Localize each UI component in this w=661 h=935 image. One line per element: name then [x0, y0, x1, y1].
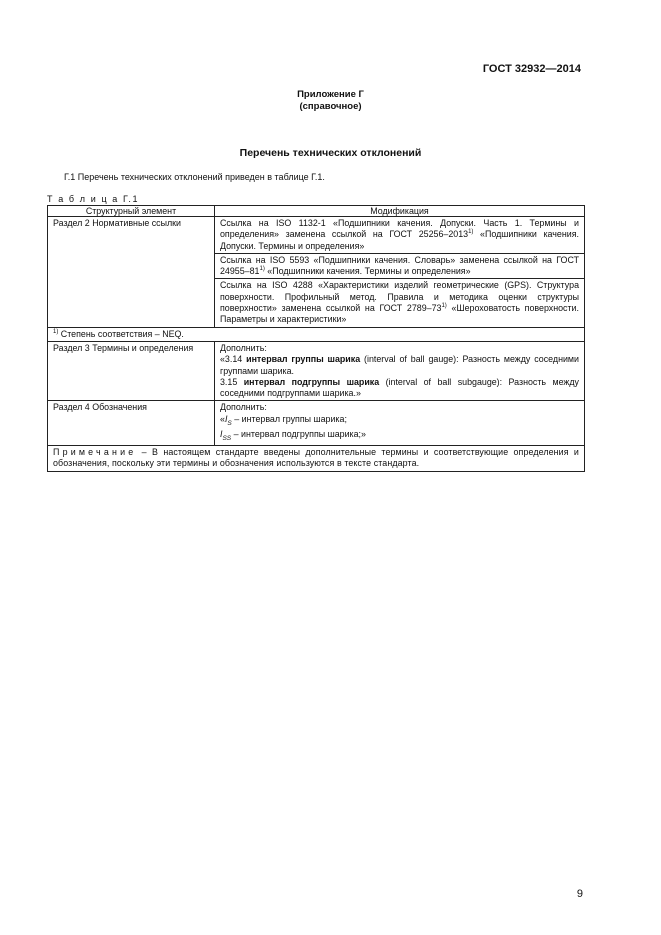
modification-cell	[215, 401, 585, 445]
term-3-14: «3.14 интервал группы шарика (interval of ball gauge): Разность между соседними группами шарика.	[220, 354, 579, 376]
modification-lead: Дополнить:	[220, 342, 267, 353]
table-row	[48, 401, 585, 445]
modification-text: «Шероховатость поверхности. Параметры и характеристики»	[220, 303, 579, 325]
table-note	[48, 445, 585, 471]
page-number: 9	[576, 888, 583, 900]
modification-cell	[215, 279, 585, 327]
modification-text: Ссылка на ISO 5593 «Подшипники качения. Словарь» заменена ссылкой на ГОСТ 24955–81	[220, 254, 579, 277]
table-row	[48, 217, 585, 254]
modification-cell	[215, 217, 585, 254]
modification-text: Ссылка на ISO 1132-1 «Подшипники качения. Допуски. Часть 1. Термины и определения» заменена ссылкой на ГОСТ 25256–2013	[220, 218, 579, 240]
modification-lead: Дополнить:	[220, 402, 267, 413]
note-label: Примечание	[53, 446, 137, 457]
footnote-marker: 1)	[259, 266, 265, 273]
modification-text: Ссылка на ISO 4288 «Характеристики изделий геометрические (GPS). Структура поверхности. Профильный метод. Правила и методика оценки структуры поверхности» заменена ссылкой на ГОСТ 2789–73	[220, 280, 579, 314]
modification-cell	[215, 253, 585, 279]
table-footnote-row	[48, 327, 585, 341]
symbol-is: «$I_S$ – интервал группы шарика;	[220, 413, 347, 427]
col-header-element: Структурный элемент	[48, 206, 215, 217]
modification-cell	[215, 341, 585, 400]
modification-text: «Подшипники качения. Допуски. Термины и определения»	[220, 229, 579, 251]
standard-number: ГОСТ 32932—2014	[482, 63, 581, 75]
footnote-marker: 1)	[468, 229, 474, 236]
footnote-marker: 1)	[441, 303, 447, 310]
table-header-row	[48, 206, 585, 217]
row-element-symbols: Раздел 4 Обозначения	[48, 401, 215, 445]
note-text: – В настоящем стандарте введены дополнительные термины и соответствующие определения и обозначения, поскольку эти термины и обозначения используются в тексте стандарта.	[53, 446, 579, 469]
col-header-modification: Модификация	[215, 206, 585, 217]
row-element-terms: Раздел 3 Термины и определения	[48, 341, 215, 400]
symbol-iss: $I_{SS}$ – интервал подгруппы шарика;»	[220, 428, 366, 442]
intro-paragraph: Г.1 Перечень технических отклонений приведен в таблице Г.1.	[64, 172, 325, 182]
footnote-marker: 1)	[53, 328, 59, 335]
section-title: Перечень технических отклонений	[239, 147, 422, 159]
appendix-subtitle: (справочное)	[299, 101, 362, 112]
table-note-row	[48, 445, 585, 471]
table-row	[48, 341, 585, 400]
row-element-normative-refs: Раздел 2 Нормативные ссылки	[48, 217, 215, 328]
appendix-title: Приложение Г	[297, 89, 364, 100]
modification-text: «Подшипники качения. Термины и определения»	[264, 266, 471, 277]
table-caption: Т а б л и ц а Г.1	[47, 194, 140, 204]
term-3-15: 3.15 интервал подгруппы шарика (interval of ball subgauge): Разность между соседними подгруппами шарика.»	[220, 376, 579, 399]
table-footnote	[48, 327, 585, 341]
footnote-text: Степень соответствия – NEQ.	[58, 328, 184, 339]
deviations-table	[47, 205, 585, 472]
